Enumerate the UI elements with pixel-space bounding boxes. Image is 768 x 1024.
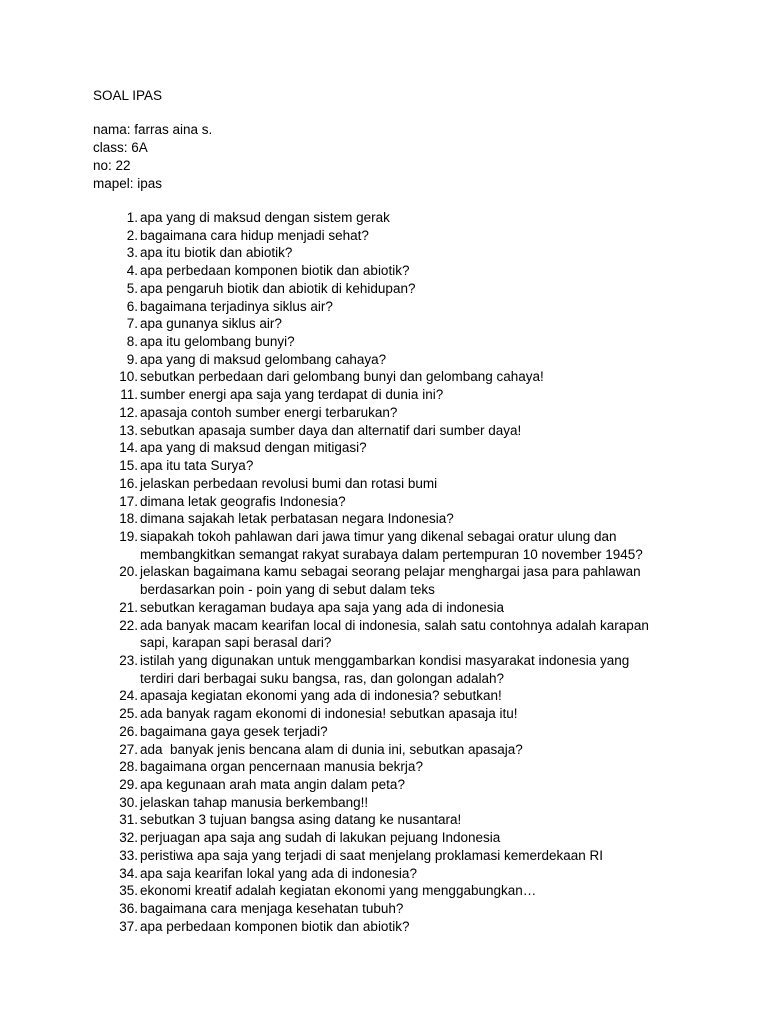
question-number: 32. bbox=[119, 830, 138, 846]
question-text bbox=[138, 510, 693, 528]
question-item bbox=[93, 865, 693, 883]
question-text bbox=[138, 298, 693, 316]
question-number: 37. bbox=[119, 918, 138, 934]
question-number: 28. bbox=[119, 759, 138, 775]
question-line: apa itu gelombang bunyi? bbox=[140, 334, 295, 350]
question-number: 20. bbox=[119, 564, 138, 580]
question-line: ada banyak jenis bencana alam di dunia ini, sebutkan apasaja? bbox=[140, 741, 523, 757]
question-line: sebutkan keragaman budaya apa saja yang ada di indonesia bbox=[140, 599, 505, 615]
question-number: 26. bbox=[119, 723, 138, 739]
question-text bbox=[138, 209, 693, 227]
question-number: 12. bbox=[119, 404, 138, 420]
question-line: sebutkan 3 tujuan bangsa asing datang ke nusantara! bbox=[140, 812, 462, 828]
question-line: apa yang di maksud dengan mitigasi? bbox=[140, 440, 367, 456]
question-line: bagaimana cara menjaga kesehatan tubuh? bbox=[140, 901, 404, 917]
question-number: 8. bbox=[126, 334, 138, 350]
question-number: 7. bbox=[126, 316, 138, 332]
question-line: jelaskan perbedaan revolusi bumi dan rotasi bumi bbox=[140, 475, 438, 491]
question-line: apa pengaruh biotik dan abiotik di kehidupan? bbox=[140, 280, 416, 296]
question-line: apa itu tata Surya? bbox=[140, 458, 254, 474]
question-text bbox=[138, 687, 693, 705]
question-number: 36. bbox=[119, 901, 138, 917]
question-line: membangkitkan semangat rakyat surabaya dalam pertempuran 10 november 1945? bbox=[140, 546, 643, 562]
student-class: class: 6A bbox=[93, 140, 148, 155]
question-number: 17. bbox=[119, 493, 138, 509]
student-info bbox=[93, 121, 212, 193]
question-number: 22. bbox=[119, 617, 138, 633]
question-number: 1. bbox=[126, 210, 138, 225]
question-item bbox=[93, 617, 693, 652]
question-text bbox=[138, 244, 693, 262]
question-text bbox=[138, 741, 693, 759]
question-line: ada banyak macam kearifan local di indonesia, salah satu contohnya adalah karapan bbox=[140, 617, 649, 633]
question-text bbox=[138, 776, 693, 794]
subject: mapel: ipas bbox=[93, 176, 163, 191]
question-line: apa perbedaan komponen biotik dan abiotik? bbox=[140, 263, 410, 279]
question-number: 21. bbox=[119, 599, 138, 615]
question-line: sapi, karapan sapi berasal dari? bbox=[140, 635, 332, 651]
question-text bbox=[138, 829, 693, 847]
question-item bbox=[93, 280, 693, 298]
question-line: jelaskan tahap manusia berkembang!! bbox=[140, 794, 369, 810]
question-item bbox=[93, 422, 693, 440]
question-item bbox=[93, 351, 693, 369]
question-item bbox=[93, 652, 693, 687]
question-line: apa itu biotik dan abiotik? bbox=[140, 245, 293, 261]
question-line: ekonomi kreatif adalah kegiatan ekonomi yang menggabungkan… bbox=[140, 883, 537, 899]
question-line: istilah yang digunakan untuk menggambarkan kondisi masyarakat indonesia yang bbox=[140, 652, 630, 668]
question-item bbox=[93, 776, 693, 794]
question-number: 25. bbox=[119, 706, 138, 722]
question-text bbox=[138, 599, 693, 617]
question-line: sebutkan perbedaan dari gelombang bunyi dan gelombang cahaya! bbox=[140, 369, 544, 385]
question-line: apasaja contoh sumber energi terbarukan? bbox=[140, 404, 398, 420]
question-text bbox=[138, 404, 693, 422]
question-item bbox=[93, 811, 693, 829]
question-line: peristiwa apa saja yang terjadi di saat menjelang proklamasi kemerdekaan RI bbox=[140, 847, 603, 863]
question-item bbox=[93, 209, 693, 227]
question-number: 11. bbox=[120, 387, 138, 403]
question-item bbox=[93, 404, 693, 422]
question-number: 4. bbox=[126, 263, 138, 279]
question-number: 31. bbox=[119, 812, 138, 828]
question-item bbox=[93, 457, 693, 475]
question-number: 27. bbox=[119, 741, 138, 757]
question-text bbox=[138, 652, 693, 687]
question-line: sebutkan apasaja sumber daya dan alternatif dari sumber daya! bbox=[140, 422, 522, 438]
question-item bbox=[93, 475, 693, 493]
question-item bbox=[93, 705, 693, 723]
question-text bbox=[138, 528, 693, 563]
question-number: 9. bbox=[126, 351, 138, 367]
question-number: 5. bbox=[126, 280, 138, 296]
student-name: nama: farras aina s. bbox=[93, 122, 213, 137]
question-item bbox=[93, 315, 693, 333]
question-item bbox=[93, 386, 693, 404]
question-number: 6. bbox=[126, 298, 138, 314]
question-item bbox=[93, 563, 693, 598]
question-text bbox=[138, 475, 693, 493]
question-text bbox=[138, 315, 693, 333]
question-line: bagaimana organ pencernaan manusia bekrja? bbox=[140, 759, 423, 775]
question-text bbox=[138, 493, 693, 511]
question-text bbox=[138, 439, 693, 457]
question-text bbox=[138, 563, 693, 598]
question-item bbox=[93, 262, 693, 280]
document-title: SOAL IPAS bbox=[93, 88, 163, 103]
question-item bbox=[93, 918, 693, 936]
question-number: 23. bbox=[119, 652, 138, 668]
student-number: no: 22 bbox=[93, 158, 131, 173]
question-number: 33. bbox=[119, 847, 138, 863]
question-number: 34. bbox=[119, 865, 138, 881]
question-text bbox=[138, 386, 693, 404]
question-text bbox=[138, 705, 693, 723]
question-number: 24. bbox=[119, 688, 138, 704]
question-line: berdasarkan poin - poin yang di sebut dalam teks bbox=[140, 582, 435, 598]
question-line: perjuagan apa saja ang sudah di lakukan pejuang Indonesia bbox=[140, 830, 501, 846]
question-text bbox=[138, 333, 693, 351]
question-text bbox=[138, 280, 693, 298]
question-item bbox=[93, 368, 693, 386]
question-item bbox=[93, 847, 693, 865]
question-item bbox=[93, 829, 693, 847]
question-line: sumber energi apa saja yang terdapat di dunia ini? bbox=[140, 387, 444, 403]
question-number: 2. bbox=[126, 227, 138, 243]
question-text bbox=[138, 262, 693, 280]
question-item bbox=[93, 687, 693, 705]
question-text bbox=[138, 368, 693, 386]
question-number: 14. bbox=[119, 440, 138, 456]
question-item bbox=[93, 439, 693, 457]
question-item bbox=[93, 227, 693, 245]
question-text bbox=[138, 457, 693, 475]
question-text bbox=[138, 847, 693, 865]
question-text bbox=[138, 227, 693, 245]
question-item bbox=[93, 528, 693, 563]
question-text bbox=[138, 758, 693, 776]
question-text bbox=[138, 811, 693, 829]
question-line: jelaskan bagaimana kamu sebagai seorang pelajar menghargai jasa para pahlawan bbox=[140, 564, 641, 580]
question-item bbox=[93, 599, 693, 617]
question-number: 15. bbox=[119, 458, 138, 474]
question-line: apa yang di maksud dengan sistem gerak bbox=[140, 210, 390, 225]
question-number: 13. bbox=[119, 422, 138, 438]
question-item bbox=[93, 900, 693, 918]
question-line: bagaimana cara hidup menjadi sehat? bbox=[140, 227, 369, 243]
question-text bbox=[138, 723, 693, 741]
question-text bbox=[138, 918, 693, 936]
question-item bbox=[93, 741, 693, 759]
question-text bbox=[138, 422, 693, 440]
question-item bbox=[93, 794, 693, 812]
question-line: apa kegunaan arah mata angin dalam peta? bbox=[140, 777, 405, 792]
question-text bbox=[138, 351, 693, 369]
question-number: 10. bbox=[119, 369, 138, 385]
question-number: 19. bbox=[119, 528, 138, 544]
question-line: apa yang di maksud gelombang cahaya? bbox=[140, 351, 387, 367]
question-item bbox=[93, 333, 693, 351]
question-text bbox=[138, 794, 693, 812]
question-text bbox=[138, 882, 693, 900]
question-item bbox=[93, 298, 693, 316]
question-line: bagaimana terjadinya siklus air? bbox=[140, 298, 333, 314]
question-number: 30. bbox=[119, 794, 138, 810]
question-item bbox=[93, 758, 693, 776]
question-line: dimana letak geografis Indonesia? bbox=[140, 493, 346, 509]
question-line: apa saja kearifan lokal yang ada di indonesia? bbox=[140, 865, 417, 881]
question-line: siapakah tokoh pahlawan dari jawa timur yang dikenal sebagai oratur ulung dan bbox=[140, 528, 617, 544]
question-line: apa perbedaan komponen biotik dan abiotik? bbox=[140, 918, 410, 934]
question-number: 35. bbox=[119, 883, 138, 899]
question-text bbox=[138, 900, 693, 918]
question-number: 3. bbox=[126, 245, 138, 261]
question-text bbox=[138, 865, 693, 883]
question-item bbox=[93, 510, 693, 528]
question-item bbox=[93, 882, 693, 900]
question-number: 18. bbox=[119, 511, 138, 527]
question-line: apa gunanya siklus air? bbox=[140, 316, 282, 332]
question-line: bagaimana gaya gesek terjadi? bbox=[140, 723, 328, 739]
question-item bbox=[93, 493, 693, 511]
question-text bbox=[138, 617, 693, 652]
question-line: dimana sajakah letak perbatasan negara Indonesia? bbox=[140, 511, 454, 527]
question-line: ada banyak ragam ekonomi di indonesia! sebutkan apasaja itu! bbox=[140, 706, 518, 722]
question-list bbox=[93, 209, 693, 935]
question-number: 29. bbox=[119, 777, 138, 792]
question-item bbox=[93, 723, 693, 741]
question-item bbox=[93, 244, 693, 262]
question-number: 16. bbox=[119, 475, 138, 491]
question-line: apasaja kegiatan ekonomi yang ada di indonesia? sebutkan! bbox=[140, 688, 502, 704]
question-line: terdiri dari berbagai suku bangsa, ras, dan golongan adalah? bbox=[140, 670, 505, 686]
